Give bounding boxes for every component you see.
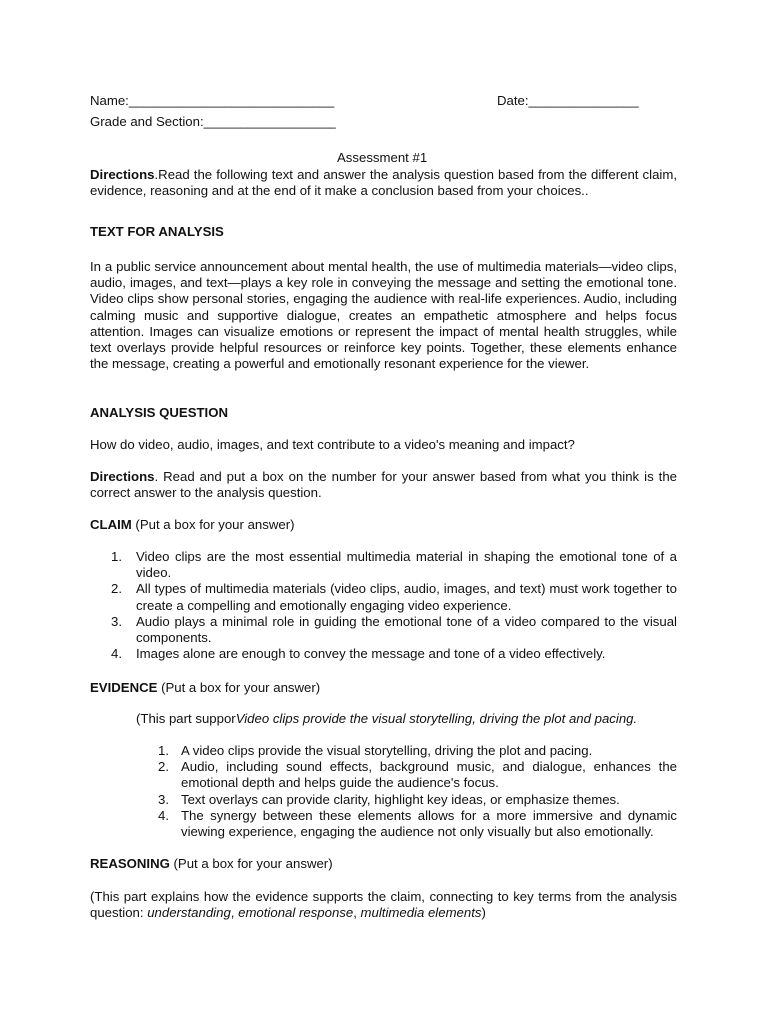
evidence-note-prefix: (This part suppor	[136, 711, 236, 726]
evidence-instruction: (Put a box for your answer)	[157, 680, 321, 695]
evidence-option-text: Text overlays can provide clarity, highlight key ideas, or emphasize themes.	[181, 791, 620, 807]
directions-label: Directions	[90, 167, 155, 182]
evidence-option-text: Audio, including sound effects, background music, and dialogue, enhances the emotional depth and helps guide the audience's focus.	[181, 759, 677, 791]
claim-instruction: (Put a box for your answer)	[131, 517, 295, 532]
date-label: Date:	[497, 93, 529, 108]
claim-option-text: All types of multimedia materials (video clips, audio, images, and text) must work together to create a compelling and emotionally engaging video experience.	[136, 581, 677, 613]
evidence-option[interactable]	[158, 807, 677, 840]
grade-section-field[interactable]	[90, 114, 336, 130]
reasoning-instruction: (Put a box for your answer)	[169, 856, 333, 871]
reasoning-term-multimedia-elements: multimedia elements	[360, 905, 482, 921]
claim-option-text: Audio plays a minimal role in guiding the emotional tone of a video compared to the visual components.	[136, 613, 677, 646]
name-field[interactable]	[90, 93, 334, 109]
claim-options	[111, 549, 677, 662]
claim-option-text: Images alone are enough to convey the message and tone of a video effectively.	[136, 646, 606, 662]
claim-option[interactable]	[111, 646, 677, 662]
evidence-option[interactable]	[158, 791, 677, 808]
reasoning-separator: ,	[353, 905, 361, 921]
evidence-heading: EVIDENCE	[90, 680, 158, 695]
reasoning-heading: REASONING	[90, 856, 170, 871]
date-blank[interactable]: _______________	[528, 93, 639, 108]
date-field[interactable]	[497, 93, 639, 109]
name-label: Name:	[90, 93, 129, 108]
evidence-note	[136, 711, 637, 727]
claim-option-number[interactable]: 3.	[111, 613, 122, 629]
reasoning-note-suffix: )	[481, 905, 486, 921]
directions-text: . Read and put a box on the number for your answer based from what you think is the correct answer to the analysis question.	[90, 469, 677, 501]
evidence-option-number[interactable]: 2.	[158, 759, 169, 775]
directions-paragraph-2	[90, 469, 677, 501]
claim-option-number[interactable]: 4.	[111, 646, 122, 662]
evidence-option-text: The synergy between these elements allows for a more immersive and dynamic viewing experience, engaging the audience not only visually but also emotionally.	[181, 807, 677, 840]
reasoning-note	[90, 889, 677, 921]
directions-label: Directions	[90, 469, 155, 484]
assessment-title: Assessment #1	[337, 150, 428, 165]
claim-heading-line	[90, 517, 677, 533]
directions-text: .Read the following text and answer the analysis question based from the different claim, evidence, reasoning and at the end of it make a conclusion based from your choices..	[90, 167, 677, 199]
claim-option-text: Video clips are the most essential multimedia material in shaping the emotional tone of a video.	[136, 549, 677, 581]
claim-option[interactable]	[111, 549, 677, 581]
evidence-options	[158, 743, 677, 840]
evidence-option-number[interactable]: 1.	[158, 743, 169, 758]
claim-option-number[interactable]: 2.	[111, 581, 122, 597]
evidence-option[interactable]	[158, 743, 677, 759]
text-for-analysis-heading: TEXT FOR ANALYSIS	[90, 224, 224, 239]
reasoning-separator: ,	[230, 905, 239, 921]
grade-label: Grade and Section:	[90, 114, 204, 129]
reasoning-term-understanding: understanding	[147, 905, 231, 921]
evidence-note-italic: Video clips provide the visual storytelling, driving the plot and pacing.	[235, 711, 638, 726]
reasoning-note-prefix: (This part explains how the evidence supports the claim, connecting to key terms from the analysis question:	[90, 889, 677, 921]
analysis-question-heading: ANALYSIS QUESTION	[90, 405, 229, 420]
analysis-text-body: In a public service announcement about mental health, the use of multimedia materials—video clips, audio, images, and text—plays a key role in conveying the message and setting the emotional tone. Video clips show personal stories, engaging the audience with real-life experiences. Audio, including calming music and supportive dialogue, creates an empathetic atmosphere and helps focus attention. Images can visualize emotions or represent the impact of mental health struggles, while text overlays provide helpful resources or reinforce key points. Together, these elements enhance the message, creating a powerful and emotionally resonant experience for the viewer.	[90, 259, 677, 372]
evidence-option[interactable]	[158, 759, 677, 791]
evidence-option-number[interactable]: 3.	[158, 791, 169, 807]
reasoning-heading-line	[90, 856, 677, 872]
claim-option-number[interactable]: 1.	[111, 549, 122, 564]
evidence-heading-line	[90, 680, 677, 696]
directions-paragraph-1	[90, 167, 677, 199]
evidence-option-text: A video clips provide the visual storytelling, driving the plot and pacing.	[181, 743, 593, 758]
claim-option[interactable]	[111, 581, 677, 613]
grade-blank[interactable]: __________________	[203, 114, 336, 129]
evidence-option-number[interactable]: 4.	[158, 807, 169, 823]
claim-heading: CLAIM	[90, 517, 132, 532]
reasoning-term-emotional-response: emotional response	[238, 905, 354, 921]
claim-option[interactable]	[111, 613, 677, 646]
analysis-question-text: How do video, audio, images, and text contribute to a video's meaning and impact?	[90, 437, 575, 452]
name-blank[interactable]: ____________________________	[128, 93, 335, 108]
